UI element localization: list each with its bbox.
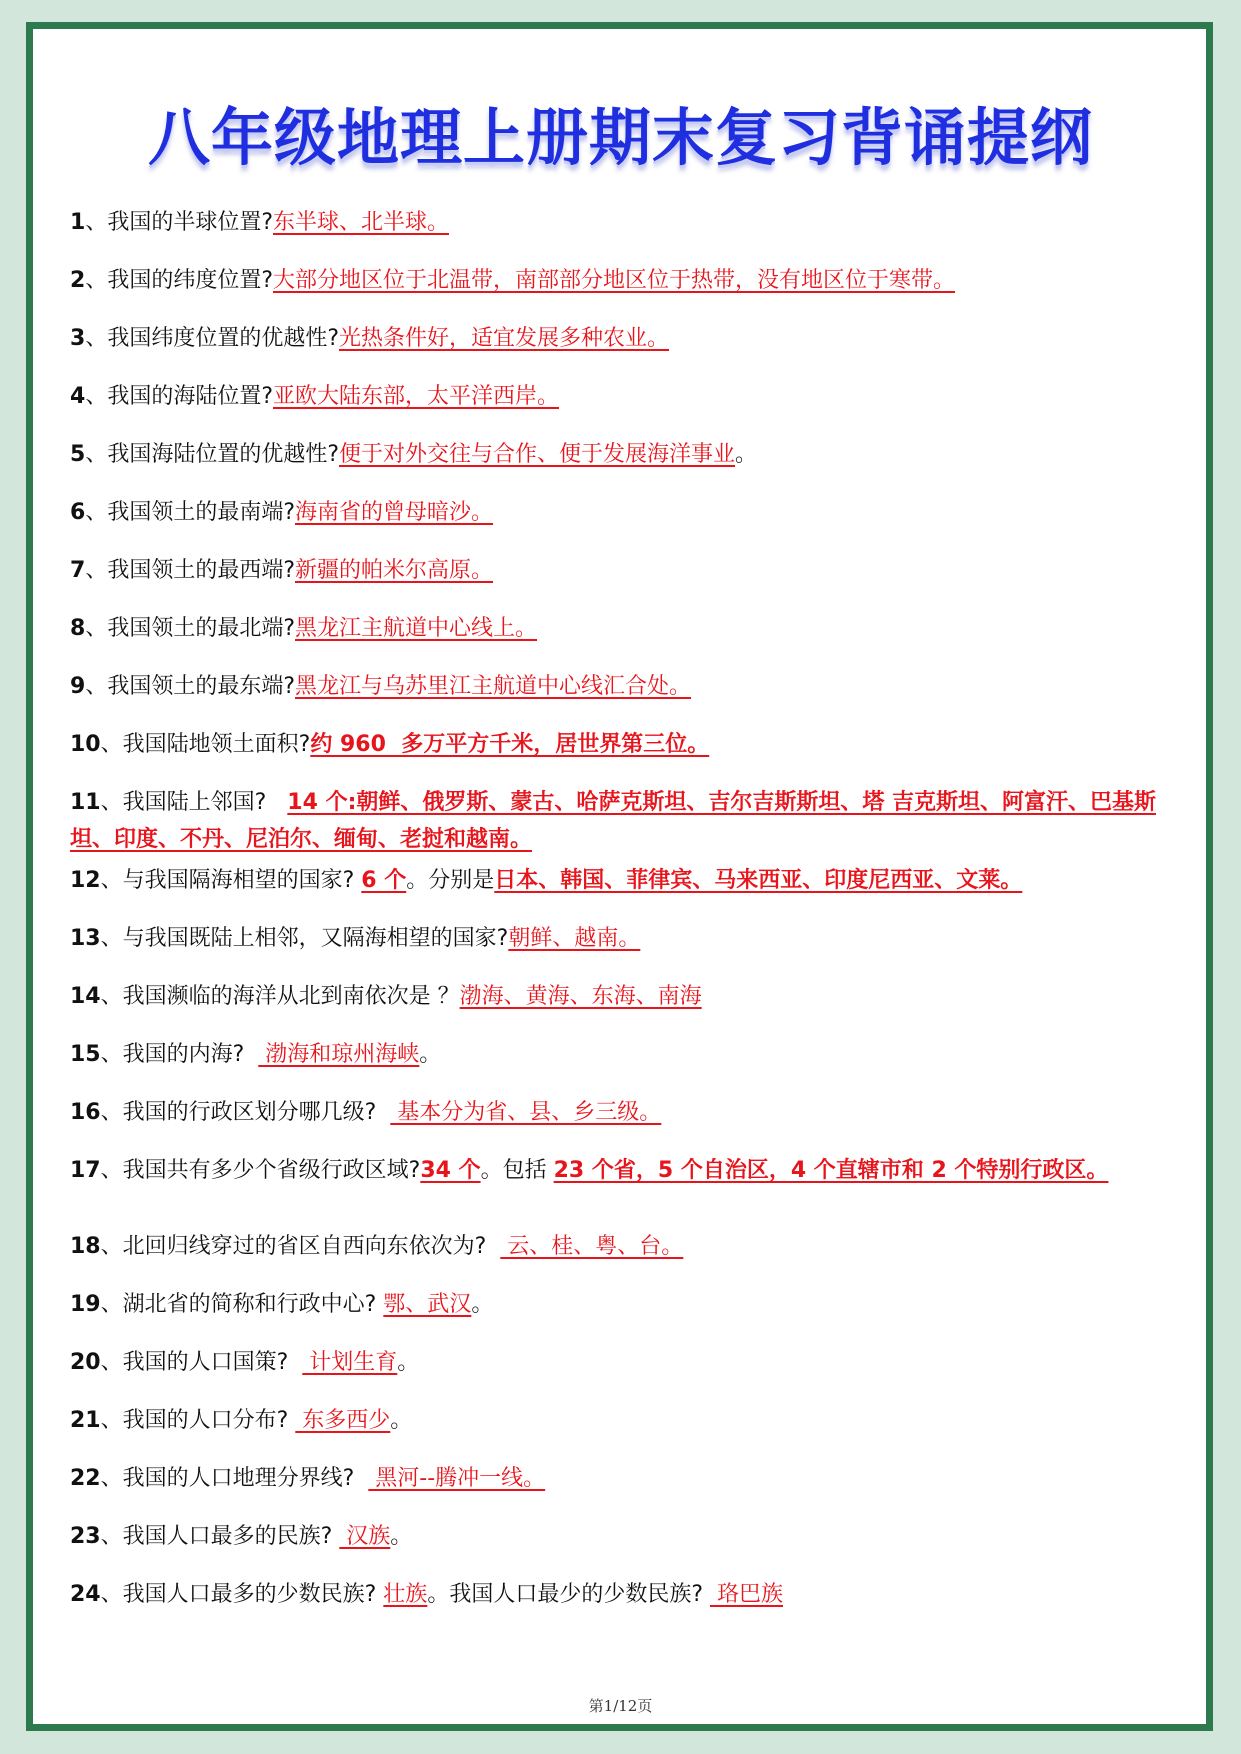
question-item [70, 1460, 1170, 1497]
answer-text: 光热条件好，适宜发展多种农业。 [339, 326, 670, 351]
answer-text: 黑龙江主航道中心线上。 [295, 616, 538, 641]
question-item [70, 1094, 1170, 1131]
question-text: 、我国领土的最南端? [85, 500, 295, 525]
question-number: 21 [70, 1408, 101, 1433]
question-text: 、我国的半球位置? [85, 210, 273, 235]
question-text: 、我国领土的最东端? [85, 674, 295, 699]
question-item [70, 668, 1170, 705]
answer-text: 基本分为省、县、乡三级。 [390, 1100, 662, 1125]
answer-text: 渤海和琼州海峡 [258, 1042, 420, 1067]
question-text: 、北回归线穿过的省区自西向东依次为? [100, 1234, 501, 1259]
question-text: 、与我国隔海相望的国家? [100, 868, 362, 893]
connector-text: 。 [390, 1408, 413, 1433]
answer-text: 海南省的曾母暗沙。 [295, 500, 494, 525]
answer-text: 东多西少 [295, 1408, 391, 1433]
answer-text: 壮族 [383, 1582, 428, 1607]
question-number: 16 [70, 1100, 101, 1125]
question-item [70, 378, 1170, 415]
question-number: 6 [70, 500, 86, 525]
question-number: 23 [70, 1524, 101, 1549]
question-number: 24 [70, 1582, 101, 1607]
question-item [70, 784, 1170, 858]
question-number: 8 [70, 616, 86, 641]
question-number: 15 [70, 1042, 101, 1067]
question-number: 17 [70, 1158, 101, 1183]
connector-text: 。分别是 [406, 868, 495, 893]
question-number: 10 [70, 732, 101, 757]
question-text: 、我国的人口分布? [100, 1408, 296, 1433]
question-item [70, 1152, 1170, 1189]
question-text: 、我国陆地领土面积? [100, 732, 311, 757]
question-text: 、我国海陆位置的优越性? [85, 442, 339, 467]
answer-text: 大部分地区位于北温带，南部部分地区位于热带，没有地区位于寒带。 [273, 268, 956, 293]
question-item [70, 1518, 1170, 1555]
question-number: 22 [70, 1466, 101, 1491]
connector-text: 。 [735, 442, 758, 467]
answer-text-2: 23 个省，5 个自治区，4 个直辖市和 2 个特别行政区。 [553, 1158, 1109, 1183]
connector-text: 。 [390, 1524, 413, 1549]
answer-text: 14 个:朝鲜、俄罗斯、蒙古、哈萨克斯坦、吉尔吉斯斯坦、塔 吉克斯坦、阿富汗、巴基斯坦、印度、不丹、尼泊尔、缅甸、老挝和越南。 [70, 790, 1157, 852]
question-number: 7 [70, 558, 86, 583]
answer-text: 鄂、武汉 [383, 1292, 472, 1317]
answer-text: 东半球、北半球。 [273, 210, 450, 235]
question-item [70, 204, 1170, 241]
question-number: 11 [70, 790, 101, 815]
answer-text: 汉族 [339, 1524, 391, 1549]
question-item [70, 552, 1170, 589]
connector-text: 。我国人口最少的少数民族? [427, 1582, 710, 1607]
question-text: 、我国的海陆位置? [85, 384, 273, 409]
question-text: 、我国人口最多的民族? [100, 1524, 340, 1549]
question-item [70, 726, 1170, 763]
question-number: 9 [70, 674, 86, 699]
question-text: 、与我国既陆上相邻，又隔海相望的国家? [100, 926, 509, 951]
answer-text: 计划生育 [302, 1350, 398, 1375]
question-number: 12 [70, 868, 101, 893]
question-item [70, 1286, 1170, 1323]
question-number: 18 [70, 1234, 101, 1259]
page-title: 八年级地理上册期末复习背诵提纲 [147, 101, 1093, 174]
question-item [70, 1402, 1170, 1439]
answer-text: 约 960 多万平方千米，居世界第三位。 [310, 732, 710, 757]
answer-text: 朝鲜、越南。 [508, 926, 641, 951]
connector-text: 。 [419, 1042, 442, 1067]
question-number: 20 [70, 1350, 101, 1375]
answer-text: 黑河--腾冲一线。 [368, 1466, 546, 1491]
question-text: 、我国的行政区划分哪几级? [100, 1100, 391, 1125]
answer-text-2: 珞巴族 [709, 1582, 783, 1607]
question-item [70, 320, 1170, 357]
answer-text: 亚欧大陆东部，太平洋西岸。 [273, 384, 560, 409]
question-number: 4 [70, 384, 86, 409]
question-item [70, 1228, 1170, 1265]
answer-text-2: 日本、韩国、菲律宾、马来西亚、印度尼西亚、文莱。 [494, 868, 1023, 893]
question-text: 、我国领土的最西端? [85, 558, 295, 583]
question-text: 、我国的人口地理分界线? [100, 1466, 369, 1491]
question-text: 、我国的内海? [100, 1042, 259, 1067]
answer-text: 黑龙江与乌苏里江主航道中心线汇合处。 [295, 674, 692, 699]
question-item [70, 262, 1170, 299]
question-number: 3 [70, 326, 86, 351]
answer-text: 云、桂、粤、台。 [500, 1234, 684, 1259]
question-text: 、我国纬度位置的优越性? [85, 326, 339, 351]
page-number: 第1/12页 [588, 1697, 653, 1715]
question-item [70, 1036, 1170, 1073]
answer-text: 新疆的帕米尔高原。 [295, 558, 494, 583]
answer-text: 渤海、黄海、东海、南海 [459, 984, 702, 1009]
question-text: 、我国陆上邻国? [100, 790, 288, 815]
answer-text: 34 个 [420, 1158, 481, 1183]
question-text: 、我国濒临的海洋从北到南依次是 ？ [100, 984, 460, 1009]
question-number: 14 [70, 984, 101, 1009]
question-text: 、我国领土的最北端? [85, 616, 295, 641]
question-item [70, 610, 1170, 647]
question-text: 、湖北省的简称和行政中心? [100, 1292, 384, 1317]
answer-text: 6 个 [361, 868, 407, 893]
question-number: 5 [70, 442, 86, 467]
question-item [70, 1576, 1170, 1613]
question-number: 13 [70, 926, 101, 951]
answer-text: 便于对外交往与合作、便于发展海洋事业 [339, 442, 736, 467]
question-item [70, 862, 1170, 899]
question-number: 19 [70, 1292, 101, 1317]
question-item [70, 978, 1170, 1015]
question-number: 2 [70, 268, 86, 293]
connector-text: 。 [397, 1350, 420, 1375]
question-item [70, 436, 1170, 473]
question-text: 、我国共有多少个省级行政区域? [100, 1158, 421, 1183]
question-text: 、我国人口最多的少数民族? [100, 1582, 384, 1607]
question-item [70, 494, 1170, 531]
question-text: 、我国的人口国策? [100, 1350, 303, 1375]
question-item [70, 1344, 1170, 1381]
question-text: 、我国的纬度位置? [85, 268, 273, 293]
connector-text: 。 [471, 1292, 494, 1317]
question-item [70, 920, 1170, 957]
connector-text: 。包括 [480, 1158, 554, 1183]
question-number: 1 [70, 210, 86, 235]
